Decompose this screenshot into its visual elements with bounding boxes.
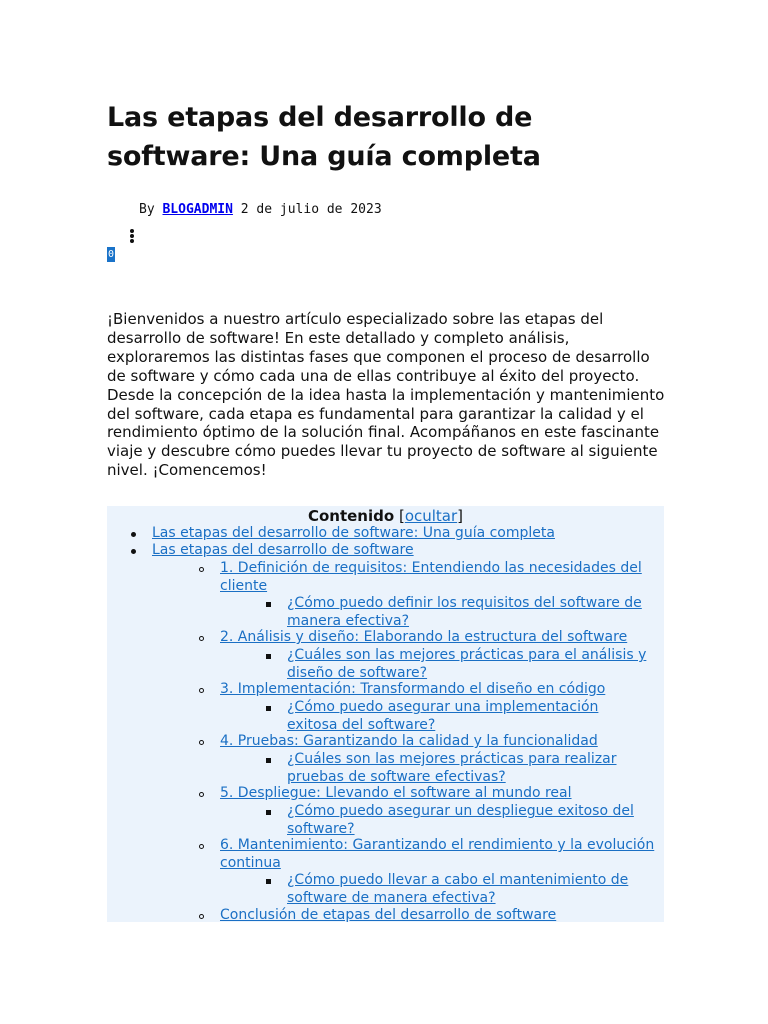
byline-prefix: By [139, 202, 155, 217]
toc-bullet [266, 758, 271, 763]
toc-link[interactable]: ¿Cómo puedo llevar a cabo el mantenimiento de software de manera efectiva? [287, 872, 629, 906]
toc-link[interactable]: 3. Implementación: Transformando el diseño en código [220, 681, 606, 697]
toc-link[interactable]: Las etapas del desarrollo de software: Una guía completa [152, 525, 555, 541]
toc-bullet [266, 810, 271, 815]
toc-bullet [131, 549, 136, 554]
toc-toggle-link[interactable]: ocultar [404, 507, 458, 525]
article-intro: ¡Bienvenidos a nuestro artículo especializado sobre las etapas del desarrollo de software! En este detallado y completo análisis, exploraremos las distintas fases que componen el proceso de desarrollo de software y cómo cada una de ellas contribuye al éxito del proyecto. Desde la concepción de la idea hasta la implementación y mantenimiento del software, cada etapa es fundamental para garantizar la calidad y el rendimiento óptimo de la solución final. Acompáñanos en este fascinante viaje y descubre cómo puedes llevar tu proyecto de software al siguiente nivel. ¡Comencemos! [107, 310, 665, 480]
toc-link[interactable]: Las etapas del desarrollo de software [152, 542, 414, 558]
post-date: 2 de julio de 2023 [240, 202, 382, 217]
toc-link[interactable]: ¿Cómo puedo definir los requisitos del software de manera efectiva? [287, 595, 642, 629]
toc-link[interactable]: 5. Despliegue: Llevando el software al mundo real [220, 785, 572, 801]
toc-item [220, 837, 655, 872]
toc-item [287, 872, 647, 907]
more-options-icon[interactable] [129, 229, 135, 245]
table-of-contents [107, 506, 664, 922]
toc-bullet [199, 688, 204, 693]
toc-link[interactable]: 6. Mantenimiento: Garantizando el rendimiento y la evolución continua [220, 837, 655, 871]
toc-bullet [199, 567, 204, 572]
toc-close-bracket: ] [457, 507, 464, 525]
toc-item [220, 681, 655, 699]
toc-bullet [199, 740, 204, 745]
toc-item [220, 629, 655, 647]
toc-item [152, 542, 652, 560]
toc-bullet [266, 879, 271, 884]
toc-bullet [266, 654, 271, 659]
toc-header [107, 506, 664, 526]
toc-link[interactable]: 2. Análisis y diseño: Elaborando la estructura del software [220, 629, 628, 645]
toc-open-bracket: [ [398, 507, 405, 525]
toc-link[interactable]: 4. Pruebas: Garantizando la calidad y la funcionalidad [220, 733, 598, 749]
toc-bullet [199, 792, 204, 797]
toc-link[interactable]: Conclusión de etapas del desarrollo de software [220, 907, 557, 923]
toc-item [152, 525, 652, 543]
toc-item [287, 595, 647, 630]
article-title: Las etapas del desarrollo de software: Una guía completa [107, 102, 541, 172]
toc-item [287, 751, 647, 786]
count-badge: 0 [107, 249, 115, 260]
toc-bullet [199, 914, 204, 919]
toc-link[interactable]: ¿Cuáles son las mejores prácticas para realizar pruebas de software efectivas? [287, 751, 617, 785]
toc-title: Contenido [307, 507, 395, 525]
toc-item [287, 699, 647, 734]
toc-item [287, 803, 647, 838]
toc-bullet [199, 844, 204, 849]
toc-bullet [199, 636, 204, 641]
toc-bullet [266, 706, 271, 711]
author-link[interactable]: BLOGADMIN [162, 202, 233, 217]
toc-item [220, 560, 655, 595]
toc-link[interactable]: 1. Definición de requisitos: Entendiendo las necesidades del cliente [220, 560, 642, 594]
byline [139, 201, 382, 219]
toc-link[interactable]: ¿Cómo puedo asegurar un despliegue exitoso del software? [287, 803, 634, 837]
toc-bullet [131, 532, 136, 537]
toc-item [220, 733, 655, 751]
toc-item [287, 647, 647, 682]
toc-link[interactable]: ¿Cuáles son las mejores prácticas para el análisis y diseño de software? [287, 647, 647, 681]
toc-item [220, 907, 655, 925]
toc-bullet [266, 602, 271, 607]
toc-link[interactable]: ¿Cómo puedo asegurar una implementación exitosa del software? [287, 699, 599, 733]
toc-item [220, 785, 655, 803]
